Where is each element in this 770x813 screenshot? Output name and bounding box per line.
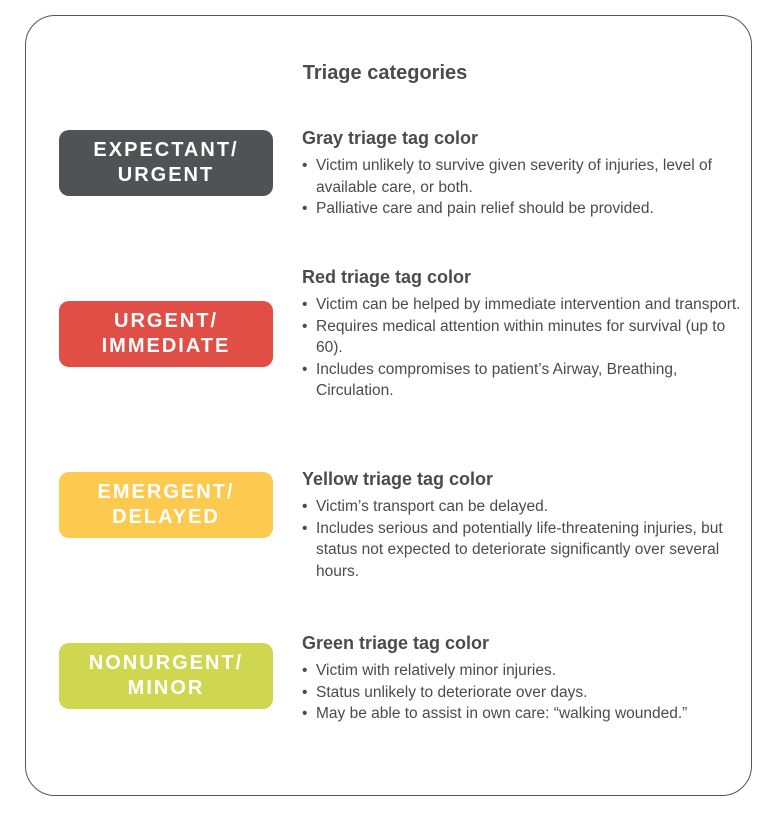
badge-line: DELAYED bbox=[112, 506, 220, 528]
badge-line: URGENT/ bbox=[114, 310, 218, 332]
badge-emergent bbox=[59, 472, 273, 538]
category-heading: Green triage tag color bbox=[302, 633, 490, 653]
category-heading: Yellow triage tag color bbox=[302, 469, 494, 489]
bullet: • Status unlikely to deteriorate over days. bbox=[302, 682, 742, 704]
category-red bbox=[302, 267, 742, 402]
bullet: • Victim with relatively minor injuries. bbox=[302, 660, 742, 682]
bullet: • Victim unlikely to survive given severity of injuries, level of available care, or both. bbox=[302, 155, 742, 198]
bullet: • May be able to assist in own care: “walking wounded.” bbox=[302, 703, 742, 725]
category-yellow bbox=[302, 469, 742, 582]
category-heading: Gray triage tag color bbox=[302, 128, 479, 148]
badge-nonurgent bbox=[59, 643, 273, 709]
bullet: • Victim can be helped by immediate intervention and transport. bbox=[302, 294, 742, 316]
badge-line: MINOR bbox=[127, 677, 205, 699]
bullet: • Victim’s transport can be delayed. bbox=[302, 496, 742, 518]
figure-title: Triage categories bbox=[302, 62, 468, 84]
badge-expectant bbox=[59, 130, 273, 196]
badge-line: NONURGENT/ bbox=[88, 652, 244, 674]
badge-line: URGENT bbox=[117, 164, 215, 186]
bullet: • Includes compromises to patient’s Airway, Breathing, Circulation. bbox=[302, 359, 742, 402]
category-gray bbox=[302, 128, 742, 220]
badge-line: IMMEDIATE bbox=[101, 335, 231, 357]
badge-line: EMERGENT/ bbox=[97, 481, 235, 503]
bullet: • Includes serious and potentially life-threatening injuries, but status not expected to deteriorate significantly over several hours. bbox=[302, 518, 742, 583]
badge-line: EXPECTANT/ bbox=[93, 139, 239, 161]
bullet: • Palliative care and pain relief should be provided. bbox=[302, 198, 742, 220]
category-heading: Red triage tag color bbox=[302, 267, 472, 287]
category-green bbox=[302, 633, 742, 725]
bullet: • Requires medical attention within minutes for survival (up to 60). bbox=[302, 316, 742, 359]
badge-urgent bbox=[59, 301, 273, 367]
